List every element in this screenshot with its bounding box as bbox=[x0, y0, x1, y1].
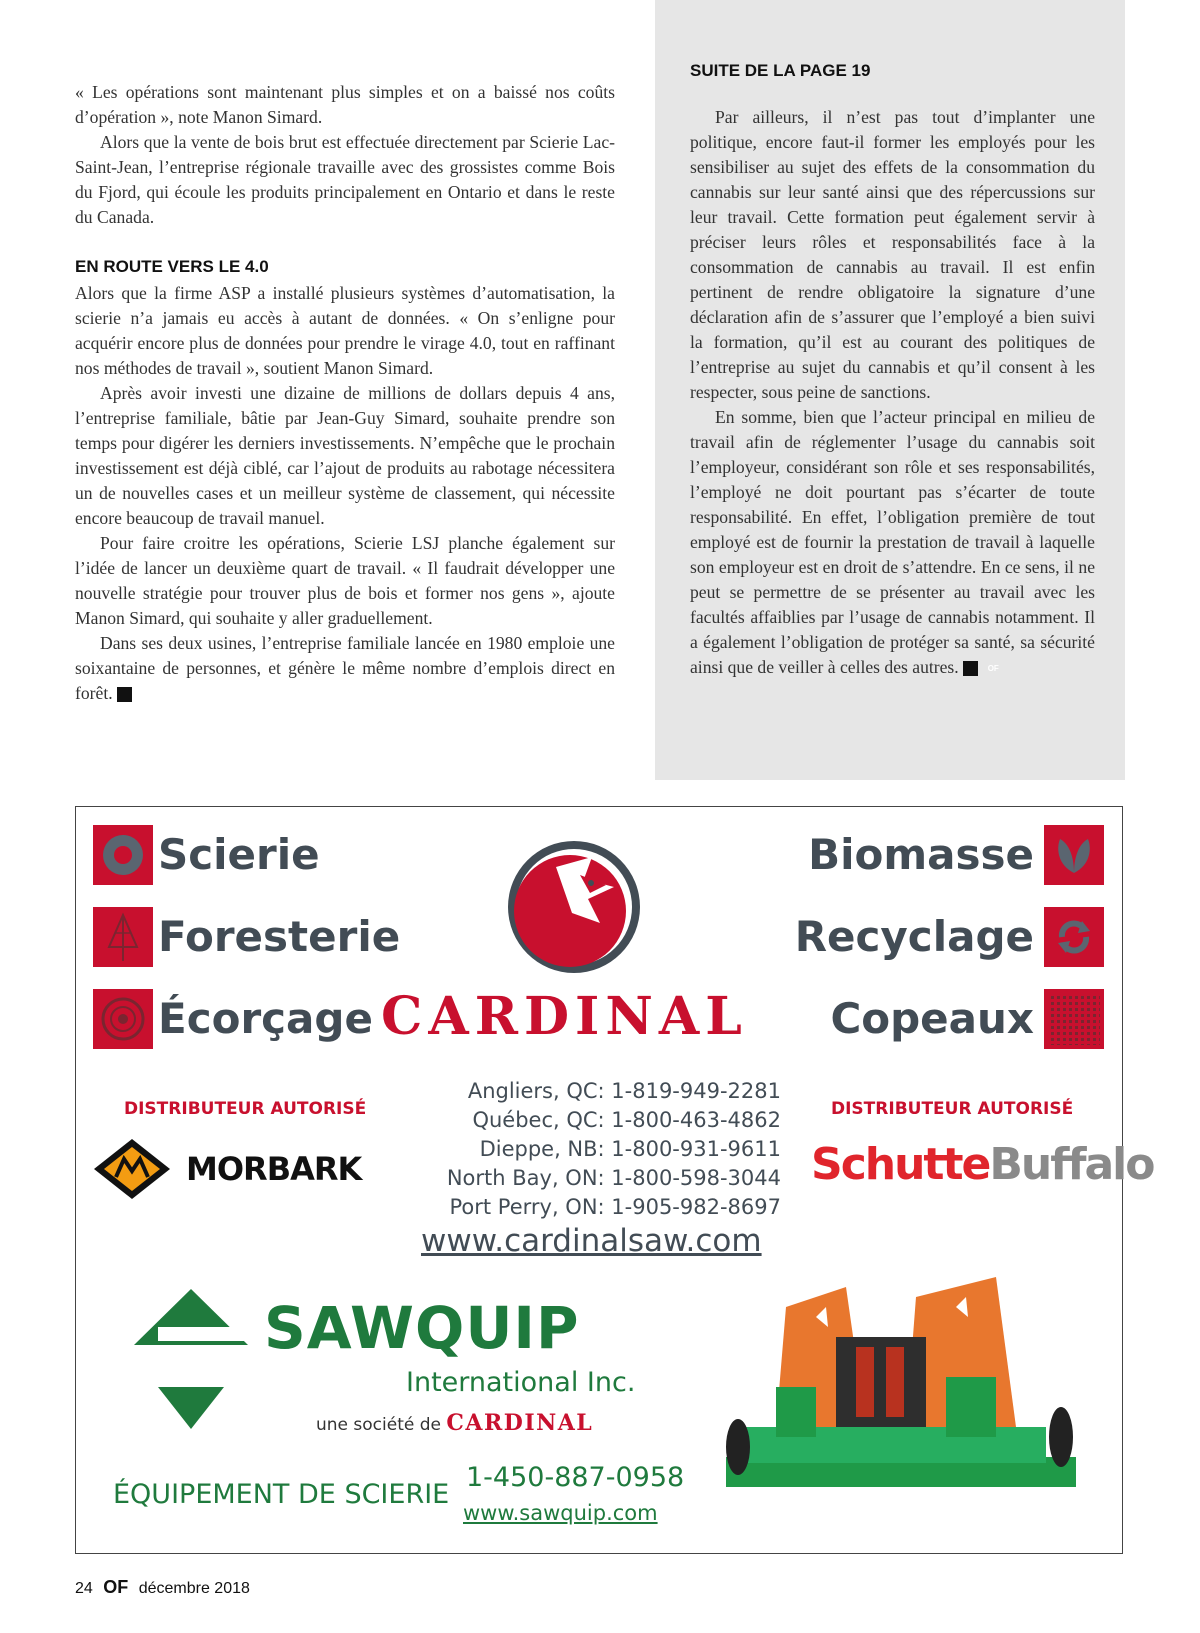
sawquip-website-link[interactable]: www.sawquip.com bbox=[463, 1501, 658, 1525]
tree-icon bbox=[93, 907, 153, 967]
cardinal-small-wordmark: CARDINAL bbox=[446, 1410, 594, 1436]
label-foresterie: Foresterie bbox=[158, 912, 401, 961]
bark-icon bbox=[93, 989, 153, 1049]
buffalo-text: Buffalo bbox=[989, 1139, 1154, 1190]
paragraph-text: Dans ses deux usines, l’entreprise familiale lancée en 1980 emploie une soixantaine de personnes, et génère le même nombre d’emplois direct en forêt. bbox=[75, 633, 615, 703]
contact-line: Québec, QC: 1-800-463-4862 bbox=[472, 1108, 781, 1132]
contact-line: Angliers, QC: 1-819-949-2281 bbox=[467, 1079, 781, 1103]
article-left-column bbox=[75, 80, 615, 706]
saw-blade-icon bbox=[93, 825, 153, 885]
contact-list bbox=[421, 1077, 781, 1222]
sawquip-logo-icon bbox=[128, 1287, 254, 1437]
end-mark: OF bbox=[963, 661, 978, 676]
page-footer bbox=[75, 1577, 250, 1598]
paragraph: Alors que la vente de bois brut est effectuée directement par Scierie Lac-Saint-Jean, l’entreprise régionale travaille avec des grossistes comme Bois du Fjord, qui écoule les produits principalement en Ontario et dans le reste du Canada. bbox=[75, 132, 615, 227]
sawquip-subtitle: International Inc. bbox=[406, 1367, 636, 1398]
morbark-logo-icon bbox=[92, 1137, 172, 1201]
article-right-column bbox=[690, 58, 1095, 680]
distributor-label-right: DISTRIBUTEUR AUTORISÉ bbox=[831, 1099, 1074, 1119]
sawmill-equipment-label: ÉQUIPEMENT DE SCIERIE bbox=[113, 1479, 450, 1510]
schutte-text: Schutte bbox=[811, 1139, 990, 1190]
recycle-icon bbox=[1044, 907, 1104, 967]
section-heading: EN ROUTE VERS LE 4.0 bbox=[75, 257, 269, 276]
label-ecorcage: Écorçage bbox=[158, 994, 373, 1043]
leaf-icon bbox=[1044, 825, 1104, 885]
label-recyclage: Recyclage bbox=[794, 912, 1034, 961]
sawquip-company-line bbox=[316, 1410, 593, 1436]
paragraph: Par ailleurs, il n’est pas tout d’implanter une politique, encore faut-il former les employés pour les sensibiliser au sujet des effets de la consommation du cannabis sur leur santé ainsi que des répercussions sur leur travail. Cette formation peut également servir à préciser leurs rôles et responsabilités face à la consommation de cannabis au travail. Il est enfin pertinent de rendre obligatoire la signature d’une déclaration afin de s’assurer que l’employé a bien suivi la formation, qu’il est au courant des politiques de l’entreprise au sujet du cannabis et qu’il consent à les respecter, sous peine de sanctions. bbox=[690, 107, 1095, 402]
paragraph: Après avoir investi une dizaine de millions de dollars depuis 4 ans, l’entreprise familiale, bâtie par Jean-Guy Simard, souhaite prendre son temps pour digérer les derniers investissements. N’empêche que le prochain investissement est déjà ciblé, car l’ajout de produits au rabotage nécessitera un de nouvelles cases et un meilleur système de classement, qui nécessite encore beaucoup de travail manuel. bbox=[75, 383, 615, 528]
cardinal-website-link[interactable]: www.cardinalsaw.com bbox=[421, 1223, 762, 1259]
distributor-label-left: DISTRIBUTEUR AUTORISÉ bbox=[124, 1099, 367, 1119]
cardinal-bird-logo-icon bbox=[496, 827, 656, 987]
issue-date: décembre 2018 bbox=[138, 1580, 250, 1597]
paragraph bbox=[75, 631, 615, 706]
magazine-mark: OF bbox=[103, 1577, 129, 1597]
sawquip-phone: 1-450-887-0958 bbox=[466, 1462, 685, 1493]
label-biomasse: Biomasse bbox=[808, 830, 1034, 879]
societe-text: une société de bbox=[316, 1415, 441, 1435]
page-number: 24 bbox=[75, 1580, 93, 1597]
sawmill-machine-image bbox=[716, 1277, 1086, 1507]
paragraph: Pour faire croitre les opérations, Scierie LSJ planche également sur l’idée de lancer un deuxième quart de travail. « Il faudrait développer une nouvelle stratégie pour trouver plus de bois et former nos gens », ajoute Manon Simard, qui souhaite y aller graduellement. bbox=[75, 533, 615, 628]
contact-line: Port Perry, ON: 1-905-982-8697 bbox=[449, 1195, 781, 1219]
morbark-logo-text: MORBARK bbox=[186, 1150, 362, 1188]
sawquip-wordmark: SAWQUIP bbox=[264, 1294, 580, 1362]
chips-icon bbox=[1044, 989, 1104, 1049]
paragraph: « Les opérations sont maintenant plus simples et on a baissé nos coûts d’opération », note Manon Simard. bbox=[75, 82, 615, 127]
schutte-buffalo-logo bbox=[811, 1139, 1153, 1190]
contact-line: Dieppe, NB: 1-800-931-9611 bbox=[479, 1137, 781, 1161]
paragraph-text: En somme, bien que l’acteur principal en milieu de travail afin de réglementer l’usage du cannabis soit l’employeur, considérant son rôle et ses responsabilités, l’employé ne doit pourtant pas s’écarter de toute responsabilité. En effet, l’obligation première de tout employé est de fournir la prestation de travail à laquelle son employeur est en droit de s’attendre. En ce sens, il ne peut se permettre de se présenter au travail avec les facultés affaiblies par l’usage de cannabis notamment. Il a également l’obligation de protéger sa santé, sa sécurité ainsi que de veiller à celles des autres. bbox=[690, 407, 1095, 677]
contact-line: North Bay, ON: 1-800-598-3044 bbox=[446, 1166, 781, 1190]
cardinal-wordmark: CARDINAL bbox=[381, 986, 748, 1047]
paragraph: Alors que la firme ASP a installé plusieurs systèmes d’automatisation, la scierie n’a jamais eu accès à autant de données. « On s’enligne pour acquérir encore plus de données pour prendre le virage 4.0, tout en raffinant nos méthodes de travail », soutient Manon Simard. bbox=[75, 283, 615, 378]
label-scierie: Scierie bbox=[158, 830, 320, 879]
cardinal-advertisement bbox=[75, 806, 1154, 1554]
end-mark: OF bbox=[117, 687, 132, 702]
continued-heading: SUITE DE LA PAGE 19 bbox=[690, 61, 871, 80]
paragraph bbox=[690, 405, 1095, 680]
label-copeaux: Copeaux bbox=[830, 994, 1034, 1043]
